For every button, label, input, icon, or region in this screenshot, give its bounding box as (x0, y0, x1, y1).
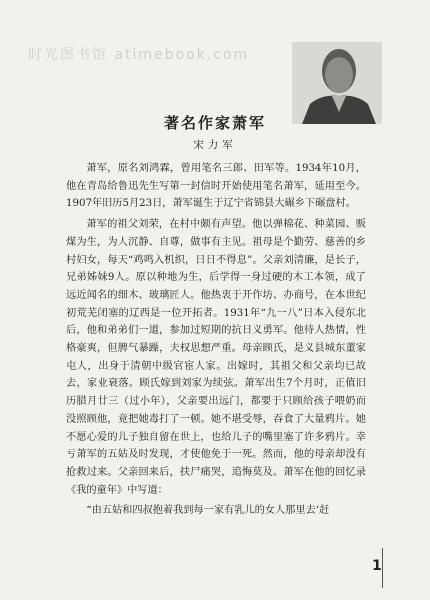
page-edge-line (382, 548, 383, 588)
article-body (66, 160, 366, 520)
paragraph: 萧军的祖父刘荣，在村中颇有声望。他以弹棉花、种菜园、贩煤为生，为人沉静、自尊，做事有主见。祖母是个勤劳、慈善的乡村妇女，每天“鸡鸣入机织，日日不得息”。父亲刘清廉，是长子，兄弟姊妹9人。原以种地为生，后学得一身过硬的木工本领，成了远近闻名的细木、玻璃匠人。他热衷于开作坊、办商号，在本世纪初荒芜闭塞的辽西是一位开拓者。1931年“九一八”日本入侵东北后，他和弟弟们一道，参加过短期的抗日义勇军。他待人热情，性格豪爽，但脾气暴躁，夫权思想严重。母亲顾氏，是义县城东董家屯人，出身于清朝中级官宦人家。出嫁时，其祖父和父亲均已故去，家业衰落。顾氏嫁到刘家为续弦。萧军出生7个月时，正值旧历腊月廿三（过小年），父亲要出远门，都要于只顾给孩子喂奶而没照顾他，竟把她毒打了一顿。她不堪受辱，吞食了大量鸦片。她不愿心爱的儿子独自留在世上，也给儿子的嘴里塞了许多鸦片。幸亏萧军的五姑及时发现，才使他免于一死。然而，他的母亲却没有抢救过来。父亲回来后，扶尸痛哭，追悔莫及。萧军在他的回忆录《我的童年》中写道： (66, 219, 366, 496)
article-title: 著名作家萧军 (163, 114, 266, 132)
watermark: 时光图书馆 atimebook.com (28, 47, 250, 63)
paragraph: 萧军，原名刘鸿霖，曾用笔名三郎、田军等。1934年10月，他在青岛给鲁迅先生写第一封信时开始使用笔名萧军，延用至今。1907年旧历5月23日，萧军诞生于辽宁省锦县大碾乡下碾盘村。 (66, 163, 366, 210)
paragraph: “由五姑和四叔抱着我到每一家有乳儿的女人那里去‘赶 (86, 505, 330, 517)
article-author: 宋力军 (193, 139, 237, 151)
page-number: 1 (372, 558, 382, 574)
